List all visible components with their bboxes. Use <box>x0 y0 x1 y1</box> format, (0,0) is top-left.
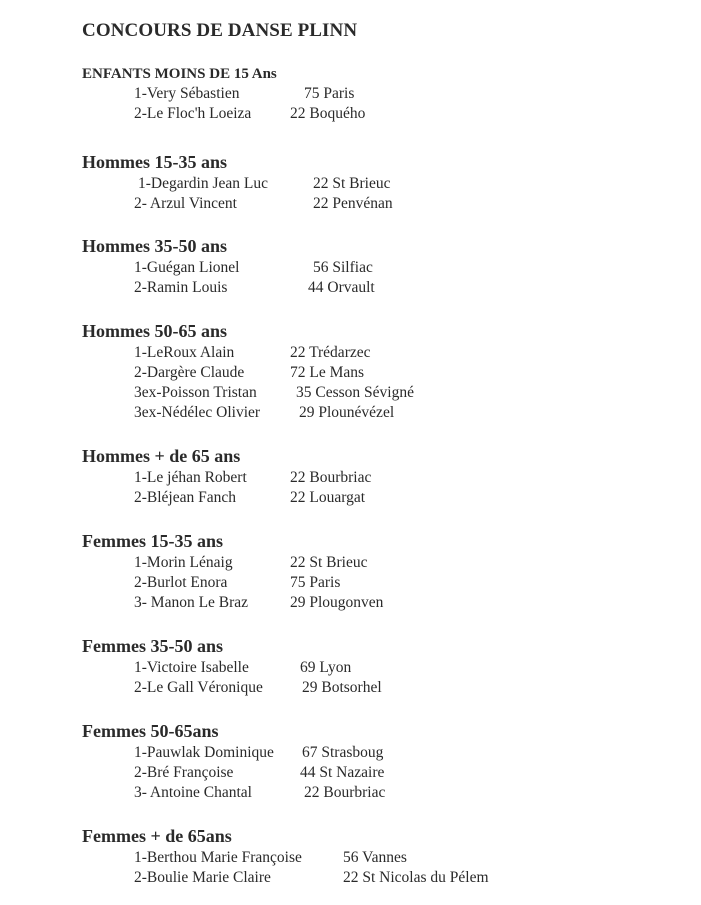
dancer-place: 75 Paris <box>304 85 355 102</box>
result-row <box>82 573 682 593</box>
category-heading: Hommes 15-35 ans <box>82 152 227 172</box>
result-row <box>82 553 682 573</box>
category-hommes-15-35 <box>82 150 682 214</box>
result-row <box>82 658 682 678</box>
result-row <box>82 743 682 763</box>
dancer-place: 22 Penvénan <box>313 195 393 212</box>
dancer-name: 1-Morin Lénaig <box>134 554 233 571</box>
category-heading: Hommes 50-65 ans <box>82 321 227 341</box>
result-row <box>82 403 682 423</box>
category-heading: Hommes + de 65 ans <box>82 446 241 466</box>
dancer-name: 1-Berthou Marie Françoise <box>134 849 302 866</box>
result-row <box>82 783 682 803</box>
result-row <box>82 174 682 194</box>
dancer-name: 1-Very Sébastien <box>134 85 240 102</box>
dancer-place: 29 Plounévézel <box>299 404 395 421</box>
dancer-place: 22 Boquého <box>290 105 366 122</box>
dancer-name: 2- Arzul Vincent <box>134 195 237 212</box>
result-row <box>82 278 682 298</box>
dancer-name: 2-Dargère Claude <box>134 364 245 381</box>
result-row <box>82 488 682 508</box>
dancer-place: 72 Le Mans <box>290 364 365 381</box>
dancer-place: 29 Botsorhel <box>302 679 382 696</box>
dancer-name: 1-LeRoux Alain <box>134 344 235 361</box>
category-heading: Hommes 35-50 ans <box>82 236 227 256</box>
result-row <box>82 848 682 868</box>
category-heading: Femmes + de 65ans <box>82 826 232 846</box>
result-row <box>82 383 682 403</box>
category-heading: ENFANTS MOINS DE 15 Ans <box>82 66 277 82</box>
result-row <box>82 343 682 363</box>
dancer-place: 35 Cesson Sévigné <box>296 384 414 401</box>
result-row <box>82 194 682 214</box>
category-femmes-15-35 <box>82 529 682 613</box>
dancer-place: 67 Strasboug <box>302 744 384 761</box>
dancer-name: 1-Pauwlak Dominique <box>134 744 274 761</box>
category-heading: Femmes 15-35 ans <box>82 531 223 551</box>
category-hommes-35-50 <box>82 234 682 298</box>
result-row <box>82 258 682 278</box>
dancer-place: 22 Bourbriac <box>290 469 372 486</box>
dancer-name: 2-Boulie Marie Claire <box>134 869 271 886</box>
category-femmes-plus-65 <box>82 824 682 888</box>
dancer-place: 29 Plougonven <box>290 594 384 611</box>
dancer-place: 22 St Nicolas du Pélem <box>343 869 489 886</box>
category-enfants <box>82 64 682 124</box>
dancer-name: 1-Degardin Jean Luc <box>138 175 268 192</box>
dancer-name: 3- Antoine Chantal <box>134 784 252 801</box>
dancer-place: 22 Trédarzec <box>290 344 371 361</box>
dancer-place: 22 Louargat <box>290 489 366 506</box>
dancer-name: 3ex-Poisson Tristan <box>134 384 257 401</box>
category-femmes-50-65 <box>82 719 682 803</box>
result-row <box>82 363 682 383</box>
dancer-place: 56 Silfiac <box>313 259 373 276</box>
result-row <box>82 868 682 888</box>
dancer-place: 22 Bourbriac <box>304 784 386 801</box>
dancer-place: 75 Paris <box>290 574 341 591</box>
dancer-name: 1-Guégan Lionel <box>134 259 240 276</box>
dancer-place: 44 St Nazaire <box>300 764 385 781</box>
dancer-name: 2-Ramin Louis <box>134 279 228 296</box>
category-femmes-35-50 <box>82 634 682 698</box>
result-row <box>82 84 682 104</box>
dancer-place: 56 Vannes <box>343 849 407 866</box>
category-hommes-50-65 <box>82 319 682 423</box>
result-row <box>82 104 682 124</box>
result-row <box>82 678 682 698</box>
dancer-name: 2-Le Gall Véronique <box>134 679 263 696</box>
dancer-place: 69 Lyon <box>300 659 352 676</box>
category-hommes-plus-65 <box>82 444 682 508</box>
dancer-name: 2-Burlot Enora <box>134 574 228 591</box>
dancer-name: 2-Bléjean Fanch <box>134 489 237 506</box>
dancer-name: 1-Victoire Isabelle <box>134 659 249 676</box>
result-row <box>82 763 682 783</box>
dancer-name: 3- Manon Le Braz <box>134 594 249 611</box>
result-row <box>82 593 682 613</box>
dancer-place: 22 St Brieuc <box>313 175 391 192</box>
category-heading: Femmes 35-50 ans <box>82 636 223 656</box>
category-heading: Femmes 50-65ans <box>82 721 219 741</box>
dancer-name: 1-Le jéhan Robert <box>134 469 247 486</box>
dancer-name: 3ex-Nédélec Olivier <box>134 404 261 421</box>
dancer-place: 44 Orvault <box>308 279 375 296</box>
dancer-name: 2-Bré Françoise <box>134 764 234 781</box>
result-row <box>82 468 682 488</box>
dancer-place: 22 St Brieuc <box>290 554 368 571</box>
dancer-name: 2-Le Floc'h Loeiza <box>134 105 252 122</box>
document-title: CONCOURS DE DANSE PLINN <box>82 20 358 41</box>
